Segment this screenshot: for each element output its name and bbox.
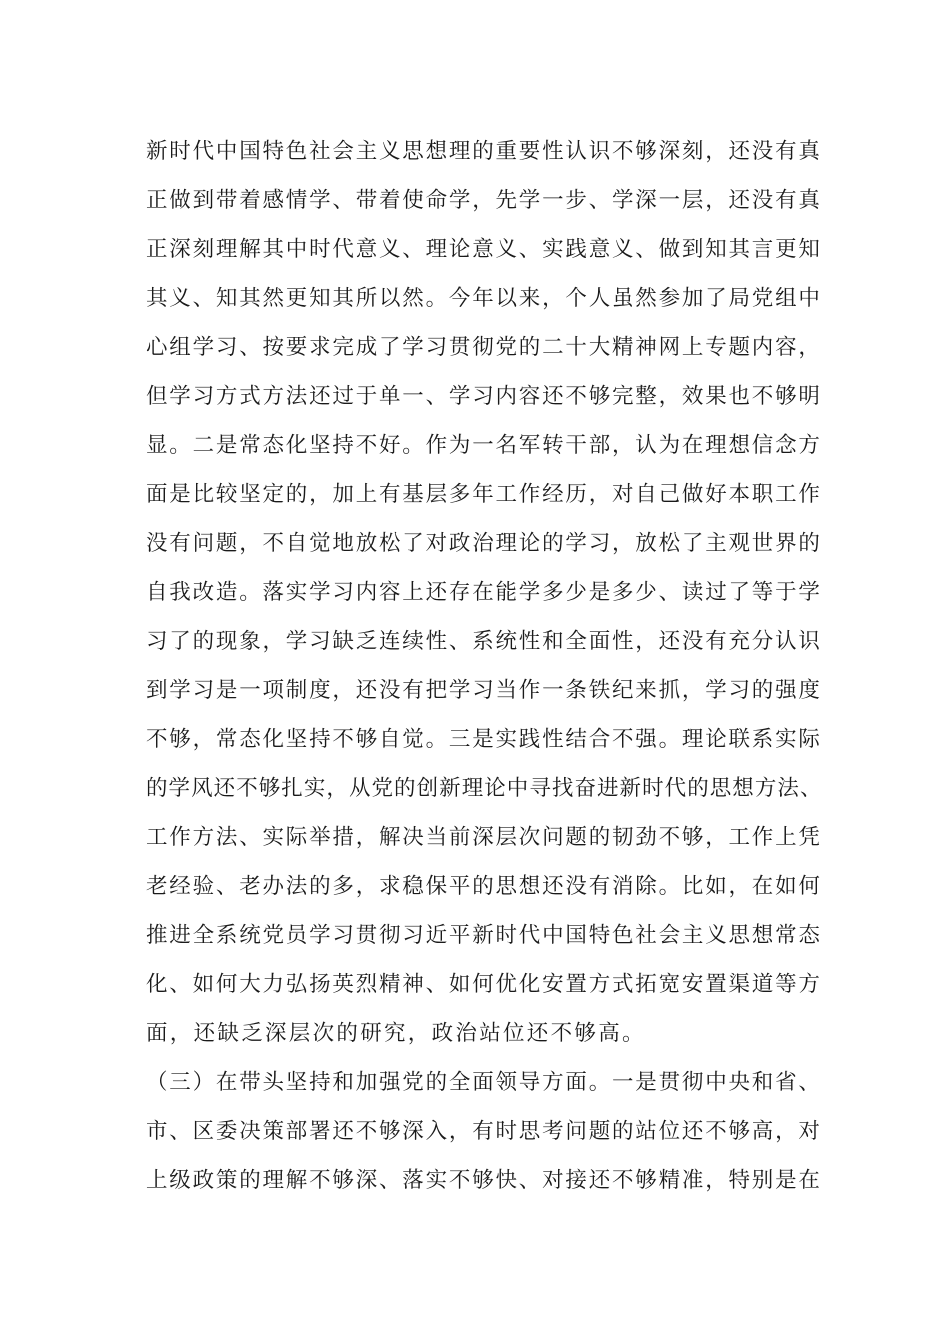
section-heading-line: （三）在带头坚持和加强党的全面领导方面。一是贯彻中央和省、 — [146, 1070, 822, 1095]
paragraph-line: 上级政策的理解不够深、落实不够快、对接还不够精准，特别是在 — [146, 1168, 822, 1193]
paragraph-line: 没有问题，不自觉地放松了对政治理论的学习，放松了主观世界的 — [146, 531, 822, 556]
paragraph-line: 的学风还不够扎实，从党的创新理论中寻找奋进新时代的思想方法、 — [146, 776, 823, 801]
paragraph-line: 其义、知其然更知其所以然。今年以来，个人虽然参加了局党组中 — [146, 286, 822, 311]
paragraph-line: 化、如何大力弘扬英烈精神、如何优化安置方式拓宽安置渠道等方 — [146, 972, 822, 997]
paragraph-line: 老经验、老办法的多，求稳保平的思想还没有消除。比如，在如何 — [146, 874, 822, 899]
paragraph-line: 推进全系统党员学习贯彻习近平新时代中国特色社会主义思想常态 — [146, 923, 822, 948]
paragraph-line: 到学习是一项制度，还没有把学习当作一条铁纪来抓，学习的强度 — [146, 678, 822, 703]
paragraph-line: 显。二是常态化坚持不好。作为一名军转干部，认为在理想信念方 — [146, 433, 822, 458]
paragraph-line: 面，还缺乏深层次的研究，政治站位还不够高。 — [146, 1021, 646, 1046]
paragraph-line: 不够，常态化坚持不够自觉。三是实践性结合不强。理论联系实际 — [146, 727, 822, 752]
paragraph-line: 习了的现象，学习缺乏连续性、系统性和全面性，还没有充分认识 — [146, 629, 822, 654]
paragraph-line: 市、区委决策部署还不够深入，有时思考问题的站位还不够高，对 — [146, 1119, 822, 1144]
paragraph-line: 但学习方式方法还过于单一、学习内容还不够完整，效果也不够明 — [146, 384, 822, 409]
paragraph-line: 工作方法、实际举措，解决当前深层次问题的韧劲不够，工作上凭 — [146, 825, 822, 850]
paragraph-line: 新时代中国特色社会主义思想理的重要性认识不够深刻，还没有真 — [146, 139, 822, 164]
paragraph-line: 正深刻理解其中时代意义、理论意义、实践意义、做到知其言更知 — [146, 237, 822, 262]
paragraph-line: 面是比较坚定的，加上有基层多年工作经历，对自己做好本职工作 — [146, 482, 822, 507]
paragraph-line: 正做到带着感情学、带着使命学，先学一步、学深一层，还没有真 — [146, 188, 822, 213]
paragraph-line: 自我改造。落实学习内容上还存在能学多少是多少、读过了等于学 — [146, 580, 822, 605]
paragraph-line: 心组学习、按要求完成了学习贯彻党的二十大精神网上专题内容， — [146, 335, 822, 360]
